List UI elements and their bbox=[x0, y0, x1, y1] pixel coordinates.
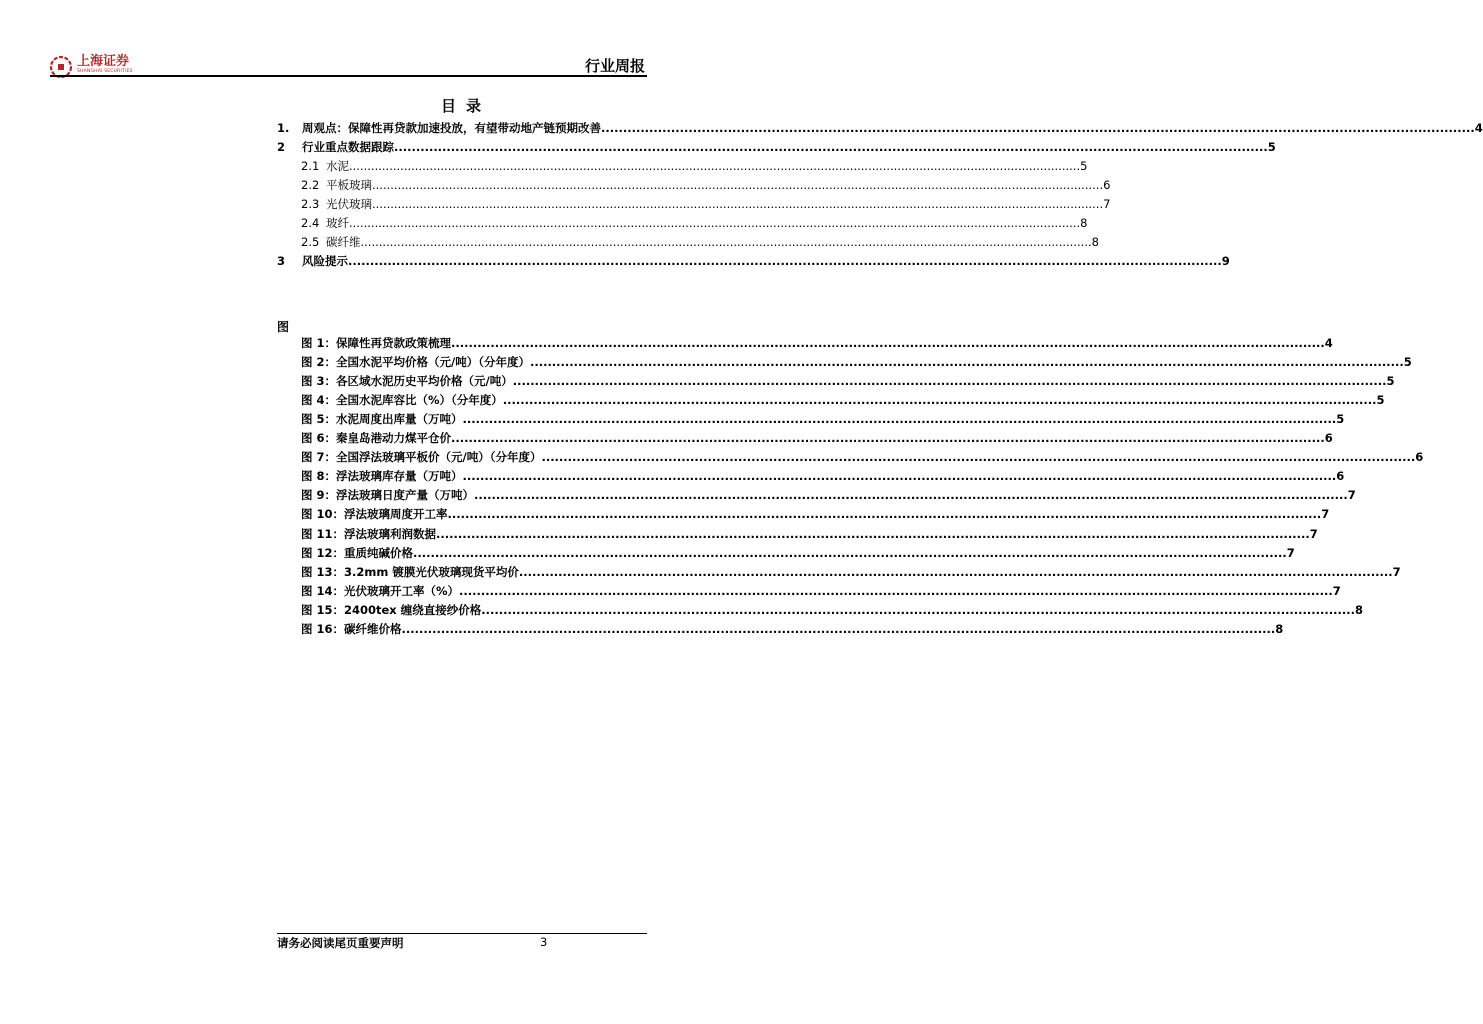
figure-entry-dot-leader: ........................................................................................................................................................................................................ bbox=[502, 393, 1377, 408]
toc-entry-dot-leader: ........................................................................................................................................................................................................ bbox=[372, 178, 1104, 192]
figure-entry-dot-leader: ........................................................................................................................................................................................................ bbox=[447, 507, 1322, 522]
figure-list-heading: 图 bbox=[277, 320, 290, 334]
figure-entry-dot-leader: ........................................................................................................................................................................................................ bbox=[512, 374, 1387, 389]
toc-entry-title: 风险提示 bbox=[302, 254, 348, 268]
figure-entry-page: 5 bbox=[1403, 355, 1412, 370]
toc-entry-number: 2 bbox=[277, 140, 286, 154]
figure-entry-title: 图 7：全国浮法玻璃平板价（元/吨）（分年度） bbox=[301, 450, 542, 465]
figure-entry-title: 图 13：3.2mm 镀膜光伏玻璃现货平均价 bbox=[301, 564, 519, 579]
figure-entry-row[interactable] bbox=[301, 411, 1345, 427]
toc-entry-dot-leader: ........................................................................................................................................................................................................ bbox=[348, 254, 1222, 268]
figure-entry-title: 图 1：保障性再贷款政策梳理 bbox=[301, 336, 452, 350]
logo-chinese-name: 上海证券 bbox=[77, 54, 130, 69]
figure-entry-row[interactable] bbox=[301, 373, 1395, 389]
figure-entry-title: 图 9：浮法玻璃日度产量（万吨） bbox=[301, 488, 475, 503]
toc-entry-number: 2.5 bbox=[301, 235, 320, 249]
figure-entry-dot-leader: ........................................................................................................................................................................................................ bbox=[451, 336, 1325, 350]
toc-entry-row[interactable] bbox=[277, 253, 1230, 269]
figure-entry-page: 6 bbox=[1415, 450, 1424, 465]
toc-entry-title: 平板玻璃 bbox=[326, 178, 372, 192]
logo-english-name: SHANGHAI SECURITIES bbox=[77, 69, 133, 74]
toc-entry-page: 5 bbox=[1080, 159, 1088, 173]
figure-entry-title: 图 2：全国水泥平均价格（元/吨）（分年度） bbox=[301, 355, 530, 370]
toc-entry-page: 7 bbox=[1103, 197, 1111, 211]
figure-entry-row[interactable] bbox=[301, 449, 1424, 465]
figure-entry-dot-leader: ........................................................................................................................................................................................................ bbox=[413, 545, 1287, 560]
toc-entry-page: 5 bbox=[1267, 140, 1276, 154]
figure-entry-page: 5 bbox=[1376, 393, 1385, 408]
figure-entry-dot-leader: ........................................................................................................................................................................................................ bbox=[481, 602, 1355, 617]
toc-entry-number: 1. bbox=[277, 121, 290, 135]
page-header bbox=[50, 48, 647, 78]
figure-entry-dot-leader: ........................................................................................................................................................................................................ bbox=[459, 583, 1333, 598]
figure-entry-title: 图 3：各区域水泥历史平均价格（元/吨） bbox=[301, 374, 513, 389]
figure-entry-page: 7 bbox=[1347, 488, 1356, 503]
toc-entry-dot-leader: ........................................................................................................................................................................................................ bbox=[372, 197, 1104, 211]
figure-entry-page: 8 bbox=[1275, 621, 1284, 636]
figure-entry-row[interactable] bbox=[301, 583, 1341, 599]
toc-entry-dot-leader: ........................................................................................................................................................................................................ bbox=[360, 235, 1092, 249]
report-type-label: 行业周报 bbox=[584, 57, 645, 75]
figure-entry-row[interactable] bbox=[301, 354, 1412, 370]
toc-entry-row[interactable] bbox=[301, 234, 1099, 250]
toc-entry-title: 周观点：保障性再贷款加速投放，有望带动地产链预期改善 bbox=[302, 121, 601, 135]
figure-entry-title: 图 15：2400tex 缠绕直接纱价格 bbox=[301, 602, 482, 617]
toc-entry-number: 2.2 bbox=[301, 178, 320, 192]
figure-entry-dot-leader: ........................................................................................................................................................................................................ bbox=[541, 450, 1416, 465]
figure-entry-title: 图 6：秦皇岛港动力煤平仓价 bbox=[301, 431, 452, 446]
toc-entry-number: 2.3 bbox=[301, 197, 320, 211]
toc-entry-number: 3 bbox=[277, 254, 286, 268]
toc-entry-dot-leader: ........................................................................................................................................................................................................ bbox=[394, 140, 1268, 154]
figure-entry-page: 5 bbox=[1336, 412, 1345, 427]
figure-entry-title: 图 12：重质纯碱价格 bbox=[301, 545, 414, 560]
figure-entry-row[interactable] bbox=[301, 392, 1385, 408]
figure-entry-title: 图 14：光伏玻璃开工率（%） bbox=[301, 583, 460, 598]
figure-entry-page: 5 bbox=[1386, 374, 1395, 389]
figure-entry-page: 7 bbox=[1321, 507, 1330, 522]
toc-entry-row[interactable] bbox=[301, 215, 1088, 231]
toc-entry-dot-leader: ........................................................................................................................................................................................................ bbox=[601, 121, 1475, 135]
toc-entry-row[interactable] bbox=[301, 158, 1088, 174]
figure-entry-row[interactable] bbox=[301, 564, 1401, 580]
figure-entry-title: 图 5：水泥周度出库量（万吨） bbox=[301, 412, 463, 427]
figure-entry-page: 4 bbox=[1324, 336, 1333, 350]
toc-entry-title: 水泥 bbox=[326, 159, 349, 173]
figure-entry-title: 图 11：浮法玻璃利润数据 bbox=[301, 526, 437, 541]
figure-entry-row[interactable] bbox=[301, 526, 1318, 542]
toc-title: 目录 bbox=[441, 97, 492, 115]
figure-entry-title: 图 8：浮法玻璃库存量（万吨） bbox=[301, 469, 463, 484]
figure-entry-dot-leader: ........................................................................................................................................................................................................ bbox=[518, 564, 1393, 579]
footer-divider bbox=[277, 933, 647, 934]
figure-entry-dot-leader: ........................................................................................................................................................................................................ bbox=[436, 526, 1310, 541]
toc-entry-page: 8 bbox=[1080, 216, 1088, 230]
figure-entry-page: 6 bbox=[1336, 469, 1345, 484]
toc-entry-row[interactable] bbox=[277, 139, 1276, 155]
figure-entry-dot-leader: ........................................................................................................................................................................................................ bbox=[474, 488, 1348, 503]
page-number: 3 bbox=[540, 935, 548, 949]
toc-entry-number: 2.1 bbox=[301, 159, 320, 173]
toc-entry-dot-leader: ........................................................................................................................................................................................................ bbox=[349, 216, 1081, 230]
header-divider bbox=[50, 75, 647, 77]
toc-entry-row[interactable] bbox=[277, 120, 1483, 136]
toc-entry-page: 6 bbox=[1103, 178, 1111, 192]
toc-entry-title: 碳纤维 bbox=[326, 235, 361, 249]
figure-entry-page: 7 bbox=[1309, 526, 1318, 541]
figure-entry-row[interactable] bbox=[301, 545, 1295, 561]
figure-entry-dot-leader: ........................................................................................................................................................................................................ bbox=[451, 431, 1325, 446]
figure-entry-title: 图 16：碳纤维价格 bbox=[301, 621, 402, 636]
toc-entry-title: 玻纤 bbox=[326, 216, 349, 230]
figure-entry-page: 7 bbox=[1286, 545, 1295, 560]
figure-entry-page: 7 bbox=[1332, 583, 1341, 598]
figure-entry-row[interactable] bbox=[301, 487, 1356, 503]
toc-entry-row[interactable] bbox=[301, 196, 1111, 212]
toc-entry-title: 光伏玻璃 bbox=[326, 197, 372, 211]
figure-entry-row[interactable] bbox=[301, 430, 1333, 446]
figure-entry-row[interactable] bbox=[301, 335, 1333, 351]
figure-entry-page: 6 bbox=[1324, 431, 1333, 446]
figure-entry-title: 图 4：全国水泥库容比（%）（分年度） bbox=[301, 393, 503, 408]
toc-entry-page: 9 bbox=[1221, 254, 1230, 268]
toc-entry-page: 8 bbox=[1091, 235, 1099, 249]
figure-entry-title: 图 10：浮法玻璃周度开工率 bbox=[301, 507, 448, 522]
figure-entry-row[interactable] bbox=[301, 468, 1345, 484]
figure-entry-row[interactable] bbox=[301, 506, 1330, 522]
toc-entry-number: 2.4 bbox=[301, 216, 320, 230]
footer-disclaimer: 请务必阅读尾页重要声明 bbox=[277, 936, 404, 950]
figure-entry-page: 8 bbox=[1354, 602, 1363, 617]
figure-entry-row[interactable] bbox=[301, 621, 1284, 637]
figure-entry-dot-leader: ........................................................................................................................................................................................................ bbox=[529, 355, 1404, 370]
figure-entry-page: 7 bbox=[1392, 564, 1401, 579]
toc-entry-page: 4 bbox=[1474, 121, 1483, 135]
figure-entry-row[interactable] bbox=[301, 602, 1363, 618]
toc-entry-dot-leader: ........................................................................................................................................................................................................ bbox=[349, 159, 1081, 173]
figure-entry-dot-leader: ........................................................................................................................................................................................................ bbox=[462, 469, 1337, 484]
figure-entry-dot-leader: ........................................................................................................................................................................................................ bbox=[462, 412, 1337, 427]
toc-entry-row[interactable] bbox=[301, 177, 1111, 193]
figure-entry-dot-leader: ........................................................................................................................................................................................................ bbox=[401, 621, 1276, 636]
toc-entry-title: 行业重点数据跟踪 bbox=[302, 140, 394, 154]
